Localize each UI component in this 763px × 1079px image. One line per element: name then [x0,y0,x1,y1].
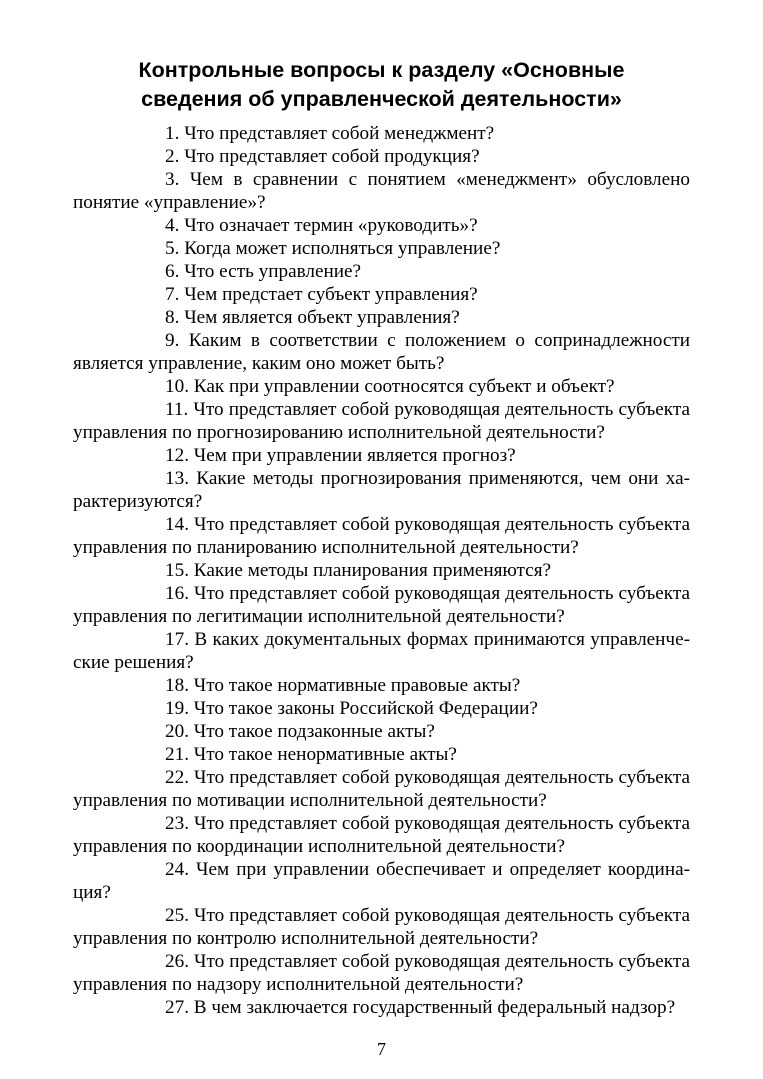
question-item [73,559,690,582]
question-item [73,214,690,237]
question-item [73,444,690,467]
question-item [73,375,690,398]
question-number: 21. [165,744,189,765]
question-item [73,237,690,260]
question-number: 3. [165,169,180,190]
question-number: 10. [165,376,189,397]
question-number: 24. [165,859,189,880]
question-item [73,950,690,996]
question-item [73,306,690,329]
question-number: 20. [165,721,189,742]
section-title-line-2: сведения об управленческой деятельности» [141,87,622,111]
question-item [73,283,690,306]
question-text: Что означает термин «руководить»? [184,215,478,236]
question-item [73,329,690,375]
question-text: Что представляет собой руководящая деятельность субъекта управления по планированию исполнительной деятельности? [73,514,691,558]
question-item [73,996,690,1019]
question-number: 11. [165,399,189,420]
question-text: Что представляет собой руководящая деятельность субъекта управления по легитимации исполнительной деятельности? [73,583,691,627]
question-text: Что такое законы Российской Федерации? [193,698,538,719]
question-text: Каким в соответствии с положением о сопринадлежности является управление, каким оно может быть? [73,330,691,374]
question-item [73,145,690,168]
question-text: Чем предстает субъект управления? [184,284,478,305]
question-text: Что представляет собой руководящая деятельность субъекта управления по координации исполнительной деятельности? [73,813,691,857]
question-number: 25. [165,905,189,926]
question-item [73,720,690,743]
question-text: Что представляет собой руководящая деятельность субъекта управления по надзору исполнительной деятельности? [73,951,691,995]
question-item [73,904,690,950]
question-number: 18. [165,675,189,696]
question-text: Что есть управление? [184,261,362,282]
question-number: 6. [165,261,180,282]
question-text: Что представляет собой руководящая деятельность субъекта управления по прогнозированию исполнительной деятельности? [73,399,691,443]
question-number: 7. [165,284,180,305]
question-item [73,513,690,559]
question-number: 16. [165,583,189,604]
question-text: Что такое подзаконные акты? [193,721,435,742]
question-text: Чем при управлении является прогноз? [193,445,516,466]
question-item [73,467,690,513]
question-item [73,697,690,720]
question-item [73,743,690,766]
question-number: 9. [165,330,180,351]
question-number: 23. [165,813,189,834]
question-number: 19. [165,698,189,719]
question-item [73,122,690,145]
question-text: Что представляет собой руководящая деятельность субъекта управления по контролю исполнительной деятельности? [73,905,691,949]
question-number: 13. [165,468,189,489]
question-number: 22. [165,767,189,788]
question-number: 4. [165,215,180,236]
question-number: 8. [165,307,180,328]
question-item [73,260,690,283]
question-item [73,398,690,444]
question-text: Что такое ненормативные акты? [193,744,457,765]
question-text: Как при управлении соотносятся субъект и объект? [193,376,615,397]
question-item [73,628,690,674]
question-text: Чем является объект управления? [184,307,460,328]
question-item [73,582,690,628]
question-number: 27. [165,997,189,1018]
question-text: Чем при управлении обеспечивает и определяет координация? [73,859,691,903]
question-text: Что представляет собой продукция? [184,146,480,167]
question-number: 15. [165,560,189,581]
question-number: 14. [165,514,189,535]
question-text: Чем в сравнении с понятием «менеджмент» обусловлено понятие «управление»? [73,169,691,213]
question-text: Какие методы прогнозирования применяются, чем они характеризуются? [73,468,690,512]
question-number: 1. [165,123,180,144]
question-number: 12. [165,445,189,466]
question-text: Какие методы планирования применяются? [193,560,552,581]
question-item [73,858,690,904]
section-title-line-1: Контрольные вопросы к разделу «Основные [138,58,625,82]
question-text: В чем заключается государственный федеральный надзор? [193,997,676,1018]
question-text: Что такое нормативные правовые акты? [193,675,521,696]
question-number: 17. [165,629,189,650]
question-number: 26. [165,951,189,972]
question-item [73,766,690,812]
question-text: Когда может исполняться управление? [184,238,501,259]
questions-list [73,122,690,1019]
section-title [0,56,763,114]
question-item [73,674,690,697]
page-number: 7 [377,1039,386,1059]
question-number: 2. [165,146,180,167]
question-text: Что представляет собой руководящая деятельность субъекта управления по мотивации исполнительной деятельности? [73,767,691,811]
question-number: 5. [165,238,180,259]
question-item [73,168,690,214]
question-item [73,812,690,858]
question-text: Что представляет собой менеджмент? [184,123,495,144]
question-text: В каких документальных формах принимаются управленческие решения? [73,629,690,673]
